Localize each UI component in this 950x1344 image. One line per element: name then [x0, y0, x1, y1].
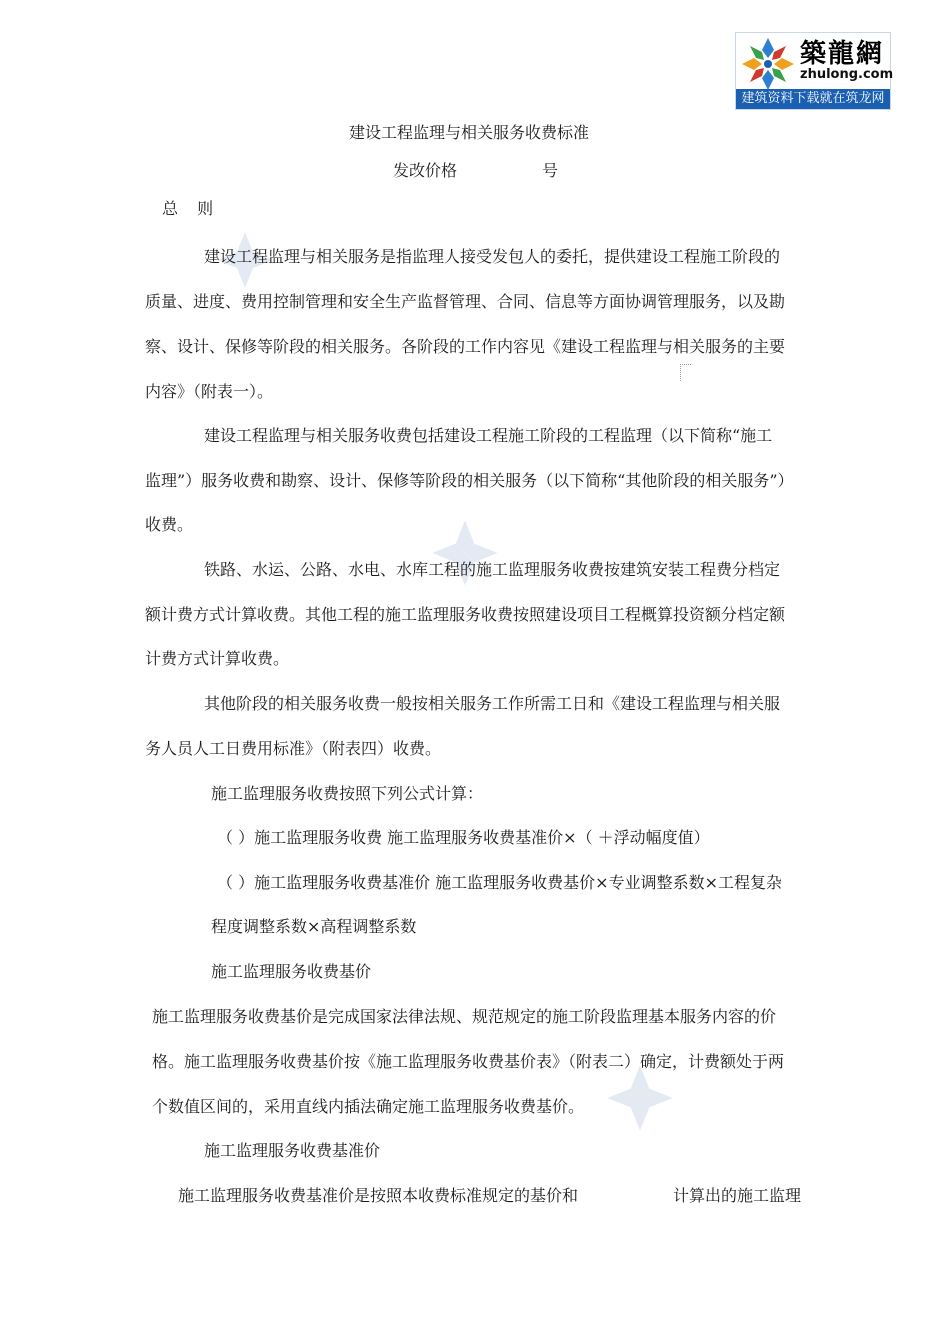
- subheading: 施工监理服务收费基价: [211, 962, 372, 981]
- logo-chinese-name: 築龍網: [800, 39, 885, 69]
- corner-mark: [680, 364, 691, 381]
- section-heading: 总 则: [162, 199, 214, 218]
- body-line: 计算出的施工监理: [673, 1186, 802, 1205]
- document-number-suffix: 号: [542, 161, 559, 180]
- document-number-prefix: 发改价格: [393, 161, 458, 180]
- body-line: 务人员人工日费用标准》（附表四）收费。: [145, 739, 442, 758]
- body-line: 计费方式计算收费。: [145, 649, 290, 668]
- body-line: 施工监理服务收费按照下列公式计算：: [211, 784, 484, 803]
- body-line: 施工监理服务收费基准价是按照本收费标准规定的基价和: [178, 1186, 579, 1205]
- subheading: 施工监理服务收费基准价: [204, 1141, 381, 1160]
- formula-line: 程度调整系数×高程调整系数: [211, 917, 417, 936]
- body-line: 额计费方式计算收费。其他工程的施工监理服务收费按照建设项目工程概算投资额分档定额: [145, 605, 786, 624]
- document-title: 建设工程监理与相关服务收费标准: [349, 123, 590, 142]
- body-line: 其他阶段的相关服务收费一般按相关服务工作所需工日和《建设工程监理与相关服: [204, 694, 781, 713]
- logo-slogan: 建筑资料下载就在筑龙网: [736, 89, 890, 109]
- snowflake-logo-icon: [738, 35, 798, 93]
- body-line: 施工监理服务收费基价是完成国家法律法规、规范规定的施工阶段监理基本服务内容的价: [152, 1007, 777, 1026]
- body-line: 建设工程监理与相关服务收费包括建设工程施工阶段的工程监理（以下简称“施工: [204, 426, 773, 445]
- logo-domain: zhulong.com: [800, 67, 894, 82]
- watermark-icon: [605, 1063, 675, 1133]
- zhulong-logo: [735, 32, 894, 110]
- formula-line: （ ）施工监理服务收费 施工监理服务收费基准价×（ ＋浮动幅度值）: [217, 828, 710, 847]
- body-line: 质量、进度、费用控制管理和安全生产监督管理、合同、信息等方面协调管理服务，以及勘: [145, 292, 786, 311]
- body-line: 铁路、水运、公路、水电、水库工程的施工监理服务收费按建筑安装工程费分档定: [204, 560, 781, 579]
- formula-line: （ ）施工监理服务收费基准价 施工监理服务收费基价×专业调整系数×工程复杂: [217, 873, 782, 892]
- body-line: 内容》（附表一）。: [145, 382, 274, 401]
- body-line: 收费。: [145, 515, 194, 534]
- body-line: 察、设计、保修等阶段的相关服务。各阶段的工作内容见《建设工程监理与相关服务的主要: [145, 337, 786, 356]
- body-line: 格。施工监理服务收费基价按《施工监理服务收费基价表》（附表二）确定，计费额处于两: [152, 1052, 785, 1071]
- body-line: 建设工程监理与相关服务是指监理人接受发包人的委托，提供建设工程施工阶段的: [204, 247, 781, 266]
- body-line: 监理”）服务收费和勘察、设计、保修等阶段的相关服务（以下简称“其他阶段的相关服务”）: [145, 471, 794, 490]
- body-line: 个数值区间的，采用直线内插法确定施工监理服务收费基价。: [152, 1097, 585, 1116]
